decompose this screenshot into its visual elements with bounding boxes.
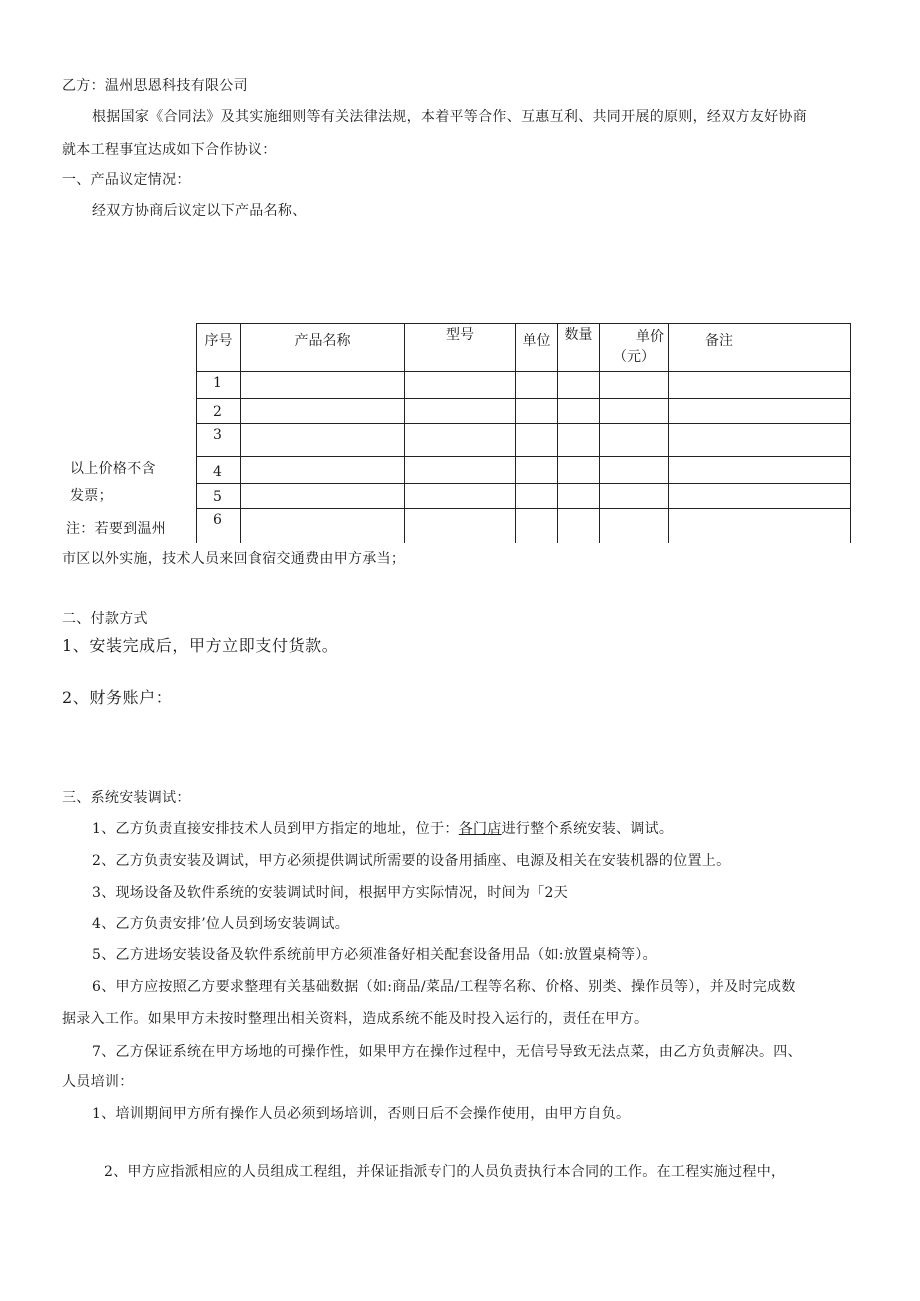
cell (600, 424, 669, 457)
index-cell (197, 399, 241, 424)
header-cell (516, 324, 558, 372)
header-product-name: 产品名称 (294, 333, 351, 349)
install-item-1-text-a: 1、乙方负责直接安排技术人员到甲方指定的地址，位于： (92, 821, 459, 837)
section-2-title: 二、付款方式 (62, 611, 148, 627)
table-row (197, 509, 851, 543)
row-index: 1 (213, 375, 222, 391)
install-item-4: 4、乙方负责安排’位人员到场安装调试。 (92, 916, 350, 932)
index-cell (197, 424, 241, 457)
row-index: 4 (213, 464, 222, 480)
header-model: 型号 (446, 327, 474, 343)
cell (558, 509, 600, 543)
header-remarks: 备注 (705, 333, 733, 349)
section-1-title: 一、产品议定情况： (62, 172, 191, 188)
cell (669, 457, 851, 484)
cell (516, 399, 558, 424)
install-item-1-text-c: 进行整个系统安装、调试。 (501, 821, 674, 837)
training-item-1: 1、培训期间甲方所有操作人员必须到场培训，否则日后不会操作使用，由甲方自负。 (92, 1106, 631, 1122)
cell (558, 372, 600, 399)
row-index: 5 (213, 489, 222, 505)
price-note-2: 发票； (70, 488, 113, 504)
cell (600, 372, 669, 399)
cell (669, 484, 851, 509)
party-b-line: 乙方：温州思恩科技有限公司 (62, 78, 248, 94)
cell (405, 372, 516, 399)
table-row (197, 484, 851, 509)
install-item-5: 5、乙方进场安装设备及软件系统前甲方必须准备好相关配套设备用品（如:放置桌椅等）。 (92, 947, 657, 963)
index-cell (197, 372, 241, 399)
location-value: 各门店 (458, 821, 502, 837)
header-cell (241, 324, 405, 372)
product-table (196, 323, 851, 543)
cell (241, 484, 405, 509)
cell (600, 484, 669, 509)
travel-note: 注：若要到温州 (66, 521, 167, 537)
header-unit-price: 单价 (636, 329, 664, 345)
cell (600, 399, 669, 424)
cell (600, 457, 669, 484)
header-cell (669, 324, 851, 372)
cell (516, 509, 558, 543)
header-cell (405, 324, 516, 372)
cell (600, 509, 669, 543)
cell (516, 424, 558, 457)
cell (241, 457, 405, 484)
index-cell (197, 484, 241, 509)
intro-line-1: 根据国家《合同法》及其实施细则等有关法律法规，本着平等合作、互惠互利、共同开展的原则，经双方友好协商 (92, 109, 807, 125)
table-row (197, 424, 851, 457)
header-unit: 单位 (522, 333, 551, 349)
payment-item-1: 1、安装完成后，甲方立即支付货款。 (62, 636, 339, 655)
install-item-1 (92, 818, 673, 838)
cell (558, 484, 600, 509)
header-unit-price-currency: （元） (613, 349, 655, 365)
install-item-2: 2、乙方负责安装及调试，甲方必须提供调试所需要的设备用插座、电源及相关在安装机器的位置上。 (92, 853, 731, 869)
cell (516, 372, 558, 399)
header-cell (558, 324, 600, 372)
cell (669, 399, 851, 424)
section-1-text: 经双方协商后议定以下产品名称、 (92, 203, 307, 219)
table-row (197, 399, 851, 424)
cell (405, 509, 516, 543)
index-cell (197, 457, 241, 484)
install-item-6-line-2: 据录入工作。如果甲方未按时整理出相关资料，造成系统不能及时投入运行的，责任在甲方。 (62, 1011, 649, 1027)
cell (516, 484, 558, 509)
install-item-7-line-1: 7、乙方保证系统在甲方场地的可操作性，如果甲方在操作过程中，无信号导致无法点菜，由乙方负责解决。四、 (92, 1044, 802, 1060)
cell (241, 424, 405, 457)
cell (405, 457, 516, 484)
row-index: 2 (213, 404, 222, 420)
section-4-title: 人员培训： (62, 1074, 134, 1090)
header-cell (600, 324, 669, 372)
row-index: 6 (213, 512, 222, 528)
table-row (197, 372, 851, 399)
cell (558, 424, 600, 457)
install-item-3: 3、现场设备及软件系统的安装调试时间，根据甲方实际情况，时间为「2天 (92, 885, 569, 901)
cell (669, 372, 851, 399)
cell (558, 457, 600, 484)
payment-item-2: 2、财务账户： (62, 688, 173, 707)
cell (405, 399, 516, 424)
intro-line-2: 就本工程事宜达成如下合作协议： (62, 142, 277, 158)
header-cell (197, 324, 241, 372)
training-item-2: 2、甲方应指派相应的人员组成工程组，并保证指派专门的人员负责执行本合同的工作。在工程实施过程中， (104, 1164, 786, 1180)
cell (405, 484, 516, 509)
install-item-6-line-1: 6、甲方应按照乙方要求整理有关基础数据（如:商品/菜品/工程等名称、价格、别类、操作员等），并及时完成数 (92, 979, 796, 995)
cell (669, 424, 851, 457)
cell (669, 509, 851, 543)
cell (516, 457, 558, 484)
cell (241, 509, 405, 543)
table-row (197, 457, 851, 484)
table-header-row (197, 324, 851, 372)
row-index: 3 (213, 427, 222, 443)
cell (405, 424, 516, 457)
cell (241, 372, 405, 399)
section-3-title: 三、系统安装调试： (62, 790, 191, 806)
price-note-1: 以上价格不含 (70, 461, 156, 477)
header-quantity: 数量 (564, 327, 593, 343)
header-index: 序号 (204, 333, 233, 349)
cell (558, 399, 600, 424)
cell (241, 399, 405, 424)
travel-note-cont: 市区以外实施，技术人员来回食宿交通费由甲方承当； (62, 551, 406, 567)
index-cell (197, 509, 241, 543)
